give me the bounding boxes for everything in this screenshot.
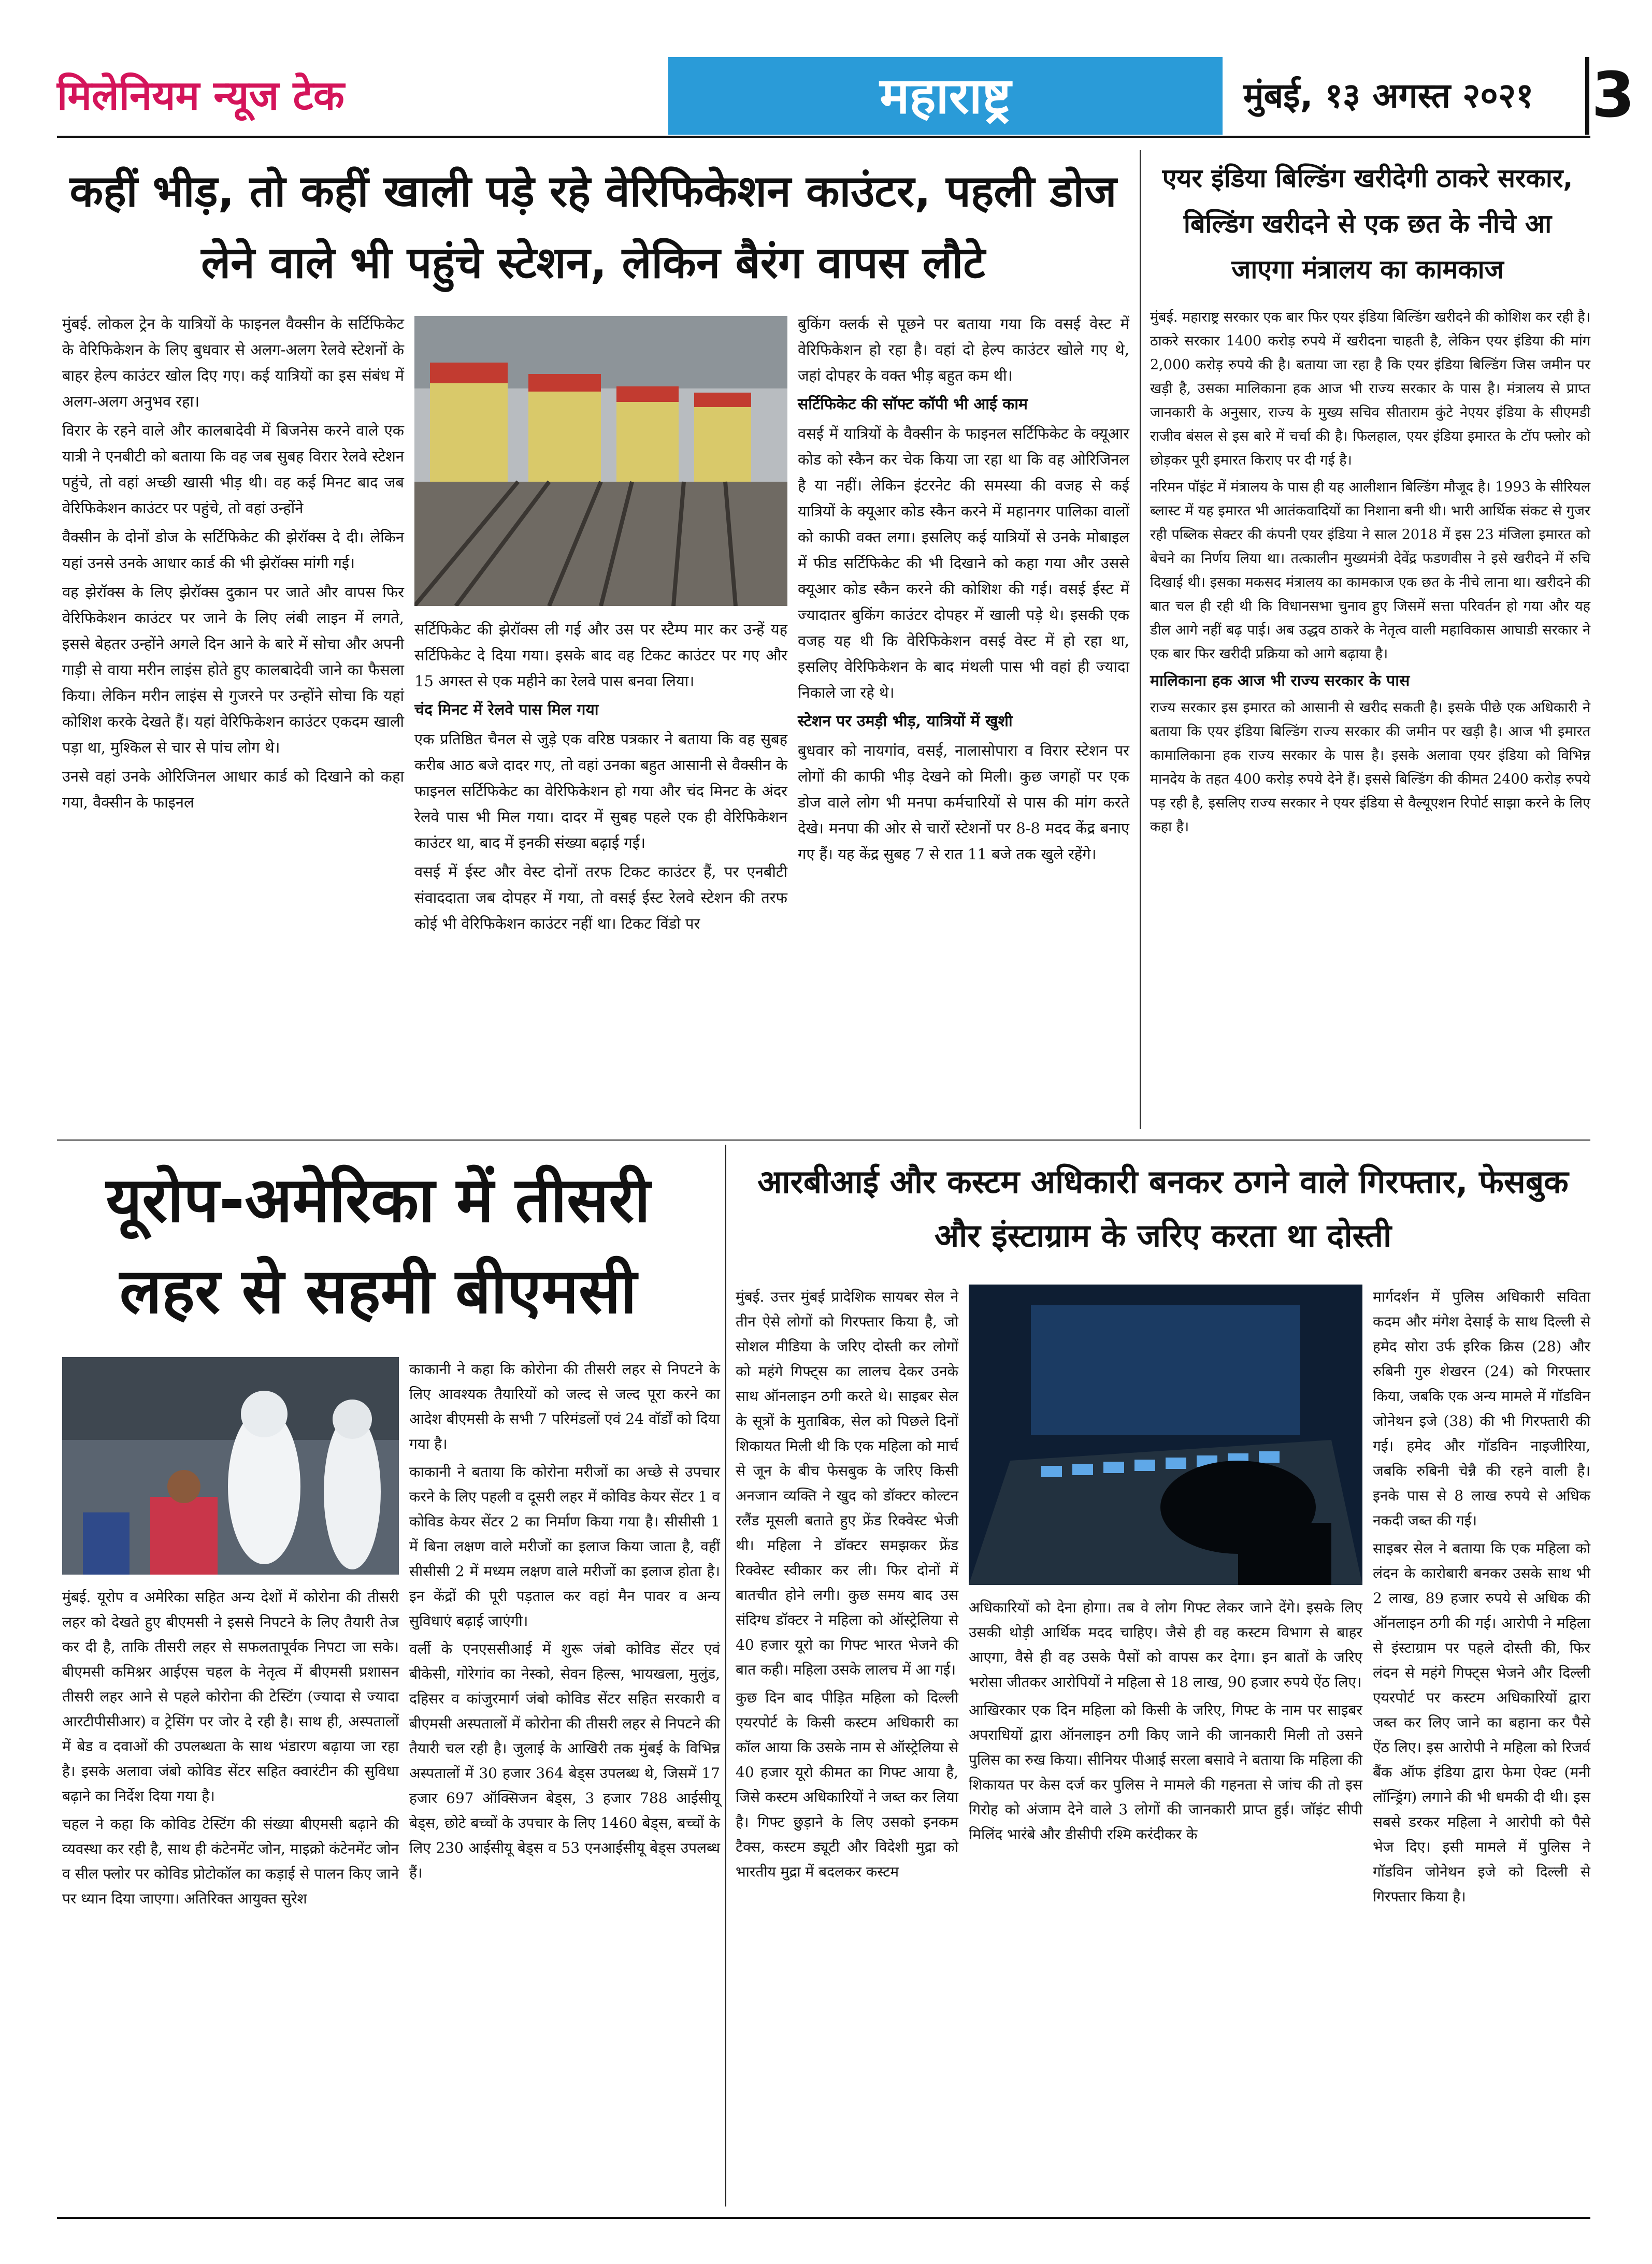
story4-col2 xyxy=(969,1595,1362,2207)
story4-c1-p1: मुंबई. उत्तर मुंबई प्रादेशिक सायबर सेल ने तीन ऐसे लोगों को गिरफ्तार किया है, जो सोशल मीडिया के जरिए दोस्ती कर लोगों को महंगे गिफ्ट्स का लालच देकर उनके साथ ऑनलाइन ठगी करते थे। साइबर सेल के सूत्रों के मुताबिक, सेल को पिछले दिनों शिकायत मिली थी कि एक महिला को मार्च से जून के बीच फेसबुक के जरिए किसी अनजान व्यक्ति ने खुद को डॉक्टर कोल्टन रलैंड मूसली बताते हुए फ्रेंड रिक्वेस्ट भेजी थी। महिला ने डॉक्टर समझकर फ्रेंड रिक्वेस्ट स्वीकार कर ली। फिर दोनों में बातचीत होने लगी। कुछ समय बाद उस संदिग्ध डॉक्टर ने महिला को ऑस्ट्रेलिया से 40 हजार यूरो का गिफ्ट भारत भेजने की बात कही। महिला उसके लालच में आ गई। xyxy=(736,1288,958,1678)
story1-c2-p1: सर्टिफिकेट की झेरॉक्स ली गई और उस पर स्टैम्प मार कर उन्हें यह सर्टिफिकेट दे दिया गया। इसके बाद वह टिकट काउंटर पर गए और 15 अगस्त से एक महीने का रेलवे पास बनवा लिया। xyxy=(414,621,787,690)
story1-col2 xyxy=(414,616,787,1124)
story3-c2-p1: काकानी ने कहा कि कोरोना की तीसरी लहर से निपटने के लिए आवश्यक तैयारियों को जल्द से जल्द पूरा करने का आदेश बीएमसी के सभी 7 परिमंडलों एवं 24 वॉर्डों को दिया गया है। xyxy=(409,1361,720,1452)
story1-col1 xyxy=(62,311,404,1124)
story1-c3-p2: वसई में यात्रियों के वैक्सीन के फाइनल सर्टिफिकेट के क्यूआर कोड को स्कैन कर चेक किया जा रहा था कि वह ओरिजिनल है या नहीं। लेकिन इंटरनेट की समस्या की वजह से कई यात्रियों के क्यूआर कोड स्कैन करने में महानगर पालिका वालों को काफी वक्त लगा। इसलिए कई यात्रियों से उनके मोबाइल में फीड सर्टिफिकेट की भी दिखाने को कहा गया और उससे क्यूआर कोड स्कैन करने की कोशिश की गई। वसई ईस्ट में ज्यादातर बुकिंग काउंटर दोपहर में खाली पड़े थे। इसकी एक वजह यह थी कि वेरिफिकेशन वसई वेस्ट में हो रहा था, इसलिए वेरिफिकेशन के बाद मंथली पास भी वहां ही ज्यादा निकाले जा रहे थे। xyxy=(798,425,1129,701)
story4-col3 xyxy=(1373,1285,1590,2207)
story1-c1-p2: विरार के रहने वाले और कालबादेवी में बिजनेस करने वाले एक यात्री ने एनबीटी को बताया कि वह जब सुबह विरार रेलवे स्टेशन पहुंचे, तो वहां अच्छी खासी भीड़ थी। वह कई मिनट बाद जब वेरिफिकेशन काउंटर पर पहुंचे, तो वहां उन्होंने xyxy=(62,422,404,517)
brand-logo: मिलेनियम न्यूज टेक xyxy=(57,73,344,119)
story4-c1-p2: कुछ दिन बाद पीड़ित महिला को दिल्ली एयरपोर्ट के किसी कस्टम अधिकारी का कॉल आया कि उसके नाम से ऑस्ट्रेलिया से 40 हजार यूरो कीमत का गिफ्ट आया है, जिसे कस्टम अधिकारियों ने जब्त कर लिया है। गिफ्ट छुड़ाने के लिए उसको इनकम टैक्स, कस्टम ड्यूटी और विदेशी मुद्रा को भारतीय मुद्रा में बदलकर कस्टम xyxy=(736,1689,958,1880)
story4-c2-p2: आखिरकार एक दिन महिला को किसी के जरिए, गिफ्ट के नाम पर साइबर अपराधियों द्वारा ऑनलाइन ठगी किए जाने की जानकारी मिली तो उसने पुलिस का रुख किया। सीनियर पीआई सरला बसावे ने बताया कि महिला की शिकायत पर केस दर्ज कर पुलिस ने मामले की गहनता से जांच की तो इस गिरोह को अंजाम देने वाले 3 लोगों की जानकारी प्राप्त हुई। जॉइंट सीपी मिलिंद भारंबे और डीसीपी रश्मि करंदीकर के xyxy=(969,1701,1362,1843)
story1-c3-p3: बुधवार को नायगांव, वसई, नालासोपारा व विरार स्टेशन पर लोगों की काफी भीड़ देखने को मिली। कुछ जगहों पर एक डोज वाले लोग भी मनपा कर्मचारियों से पास की मांग करते देखे। मनपा की ओर से चारों स्टेशनों पर 8-8 मदद केंद्र बनाए गए हैं। यह केंद्र सुबह 7 से रात 11 बजे तक खुले रहेंगे। xyxy=(798,742,1129,863)
story4-c2-p1: अधिकारियों को देना होगा। तब वे लोग गिफ्ट लेकर जाने देंगे। इसके लिए उसकी थोड़ी आर्थिक मदद चाहिए। जैसे ही वह कस्टम विभाग से बाहर आएगा, वैसे ही वह उसके पैसों को वापस कर देगा। इन बातों के जरिए भरोसा जीतकर आरोपियों ने महिला से 18 लाख, 90 हजार रुपये ऐंठ लिए। xyxy=(969,1599,1362,1691)
story2-p2: नरिमन पॉइंट में मंत्रालय के पास ही यह आलीशान बिल्डिंग मौजूद है। 1993 के सीरियल ब्लास्ट में यह इमारत भी आतंकवादियों का निशाना बनी थी। भारी आर्थिक संकट से गुजर रही पब्लिक सेक्टर की कंपनी एयर इंडिया ने साल 2018 में इस 23 मंजिला इमारत को बेचने का निर्णय लिया था। तत्कालीन मुख्यमंत्री देवेंद्र फडणवीस ने इसे खरीदने में रुचि दिखाई थी। इसका मकसद मंत्रालय का कामकाज एक छत के नीचे लाना था। खरीदने की बात चल ही रही थी कि विधानसभा चुनाव हुए जिसमें सत्ता परिवर्तन हो गया और यह डील आगे नहीं बढ़ पाई। अब उद्धव ठाकरे के नेतृत्व वाली महाविकास आघाडी सरकार ने एक बार फिर खरीदी प्रक्रिया को आगे बढ़ाया है। xyxy=(1150,479,1590,662)
story4-col1 xyxy=(736,1285,958,2207)
story3-c1-p2: चहल ने कहा कि कोविड टेस्टिंग की संख्या बीएमसी बढ़ाने की व्यवस्था कर रही है, साथ ही कंटेनमेंट जोन, माइक्रो कंटेनमेंट जोन व सील फ्लोर पर कोविड प्रोटोकॉल का कड़ाई से पालन किए जाने पर ध्यान दिया जाएगा। अतिरिक्त आयुक्त सुरेश xyxy=(62,1815,399,1907)
issue-date: मुंबई, १३ अगस्त २०२१ xyxy=(1243,76,1534,116)
story3-col2 xyxy=(409,1357,720,2201)
story2-p1: मुंबई. महाराष्ट्र सरकार एक बार फिर एयर इंडिया बिल्डिंग खरीदने की कोशिश कर रही है। ठाकरे सरकार 1400 करोड़ रुपये में खरीदना चाहती है, लेकिन एयर इंडिया की मांग 2,000 करोड़ रुपये की है। बताया जा रहा है कि एयर इंडिया बिल्डिंग जिस जमीन पर खड़ी है, उसका मालिकाना हक आज भी राज्य सरकार के पास है। मंत्रालय से प्राप्त जानकारी के अनुसार, राज्य के मुख्य सचिव सीताराम कुंटे नेएयर इंडिया के सीएमडी राजीव बंसल से इस बारे में चर्चा की है। फिलहाल, एयर इंडिया इमारत के टॉप फ्लोर को छोड़कर पूरी इमारत किराए पर दी गई है। xyxy=(1150,309,1590,468)
story2-headline: एयर इंडिया बिल्डिंग खरीदेगी ठाकरे सरकार, बिल्डिंग खरीदने से एक छत के नीचे आ जाएगा मंत्रालय का कामकाज xyxy=(1162,163,1573,284)
story1-c1-p1: मुंबई. लोकल ट्रेन के यात्रियों के फाइनल वैक्सीन के सर्टिफिकेट के वेरिफिकेशन के लिए बुधवार से अलग-अलग रेलवे स्टेशनों के बाहर हेल्प काउंटर खोल दिए गए। कई यात्रियों का इस संबंध में अलग-अलग अनुभव रहा। xyxy=(62,315,404,410)
story1-subhead1: चंद मिनट में रेलवे पास मिल गया xyxy=(414,701,599,719)
story4-c3-p2: साइबर सेल ने बताया कि एक महिला को लंदन के कारोबारी बनकर उसके साथ भी 2 लाख, 89 हजार रुपये से अधिक की ऑनलाइन ठगी की गई। आरोपी ने महिला से इंस्टाग्राम पर पहले दोस्ती की, फिर लंदन से महंगे गिफ्ट्स भेजने और दिल्ली एयरपोर्ट पर कस्टम अधिकारियों द्वारा जब्त कर लिए जाने का बहाना कर पैसे ऐंठ लिए। इस आरोपी ने महिला को रिजर्व बैंक ऑफ इंडिया द्वारा फेमा ऐक्ट (मनी लॉन्ड्रिंग) लगाने की भी धमकी दी थी। इस सबसे डरकर महिला ने आरोपी को पैसे भेज दिए। इसी मामले में पुलिस ने गॉडविन जोनेथन इजे को दिल्ली से गिरफ्तार किया है। xyxy=(1373,1540,1590,1905)
page-number: 3 xyxy=(1585,57,1637,135)
story1-c1-p5: उनसे वहां उनके ओरिजिनल आधार कार्ड को दिखाने को कहा गया, वैक्सीन के फाइनल xyxy=(62,768,404,811)
cybercrime-photo xyxy=(969,1285,1362,1585)
story1-subhead2: सर्टिफिकेट की सॉफ्ट कॉपी भी आई काम xyxy=(798,395,1028,413)
story3-c2-p3: वर्ली के एनएससीआई में शुरू जंबो कोविड सेंटर एवं बीकेसी, गोरेगांव का नेस्को, सेवन हिल्स, भायखला, मुलुंड, दहिसर व कांजुरमार्ग जंबो कोविड सेंटर सहित सरकारी व बीएमसी अस्पतालों में कोरोना की तीसरी लहर से निपटने की तैयारी चल रही है। जुलाई के आखिरी तक मुंबई के विभिन्न अस्पतालों में 30 हजार 364 बेड्स उपलब्ध थे, जिसमें 17 हजार 697 ऑक्सिजन बेड्स, 3 हजार 788 आईसीयू बेड्स, छोटे बच्चों के उपचार के लिए 1460 बेड्स, बच्चों के लिए 230 आईसीयू बेड्स व 53 एनआईसीयू बेड्स उपलब्ध हैं। xyxy=(409,1640,720,1881)
story3-headline: यूरोप-अमेरिका में तीसरी लहर से सहमी बीएमसी xyxy=(106,1164,651,1328)
story1-c2-p3: वसई में ईस्ट और वेस्ट दोनों तरफ टिकट काउंटर हैं, पर एनबीटी संवाददाता जब दोपहर में गया, तो वसई ईस्ट रेलवे स्टेशन की तरफ कोई भी वेरिफिकेशन काउंटर नहीं था। टिकट विंडो पर xyxy=(414,863,787,932)
masthead xyxy=(57,57,1635,135)
story1-headline: कहीं भीड़, तो कहीं खाली पड़े रहे वेरिफिकेशन काउंटर, पहली डोज लेने वाले भी पहुंचे स्टेशन, लेकिन बैरंग वापस लौटे xyxy=(69,166,1117,288)
story3-c2-p2: काकानी ने बताया कि कोरोना मरीजों का अच्छे से उपचार करने के लिए पहली व दूसरी लहर में कोविड केयर सेंटर 1 व कोविड केयर सेंटर 2 का निर्माण किया गया है। सीसीसी 1 में बिना लक्षण वाले मरीजों का इलाज किया जाता है, वहीं सीसीसी 2 में मध्यम लक्षण वाले मरीजों का इलाज होता है। इन केंद्रों की पूरी पड़ताल कर वहां मैन पावर व अन्य सुविधाएं बढ़ाई जाएंगी। xyxy=(409,1463,720,1629)
story2-subhead: मालिकाना हक आज भी राज्य सरकार के पास xyxy=(1150,672,1410,690)
story1-col3 xyxy=(798,311,1129,1124)
section-title: महाराष्ट्र xyxy=(668,57,1223,135)
story1-c1-p4: वह झेरॉक्स के लिए झेरॉक्स दुकान पर जाते और वापस फिर वेरिफिकेशन काउंटर पर जाने के लिए लंबी लाइन में लगते, इससे बेहतर उन्होंने अगले दिन आने के बारे में सोचा और अपनी गाड़ी से वाया मरीन लाइंस होते हुए कालबादेवी जाने का फैसला किया। लेकिन मरीन लाइंस से गुजरने पर उन्होंने सोचा कि यहां कोशिश करके देखते हैं। यहां वेरिफिकेशन काउंटर एकदम खाली पड़ा था, मुश्किल से चार से पांच लोग थे। xyxy=(62,583,404,756)
story2-p3: राज्य सरकार इस इमारत को आसानी से खरीद सकती है। इसके पीछे एक अधिकारी ने बताया कि एयर इंडिया बिल्डिंग राज्य सरकार की जमीन पर खड़ी है। आज भी इमारत कामालिकाना हक राज्य सरकार के पास है। इसके अलावा एयर इंडिया को विभिन्न मानदेय के तहत 400 करोड़ रुपये देने हैं। इससे बिल्डिंग की कीमत 2400 करोड़ रुपये पड़ रही है, इसलिए राज्य सरकार ने एयर इंडिया से वैल्यूएशन रिपोर्ट साझा करने के लिए कहा है। xyxy=(1150,700,1590,835)
story4-c3-p1: मार्गदर्शन में पुलिस अधिकारी सविता कदम और मंगेश देसाई के साथ दिल्ली से हमेद सोरा उर्फ इरिक क्रिस (28) और रुबिनी गुरु शेखरन (24) को गिरफ्तार किया, जबकि एक अन्य मामले में गॉडविन जोनेथन इजे (38) की भी गिरफ्तारी की गई। हमेद और गॉडविन नाइजीरिया, जबकि रुबिनी चेन्नै की रहने वाली है। इनके पास से 8 लाख रुपये से अधिक नकदी जब्त की गई। xyxy=(1373,1288,1590,1529)
divider-h1 xyxy=(57,1140,1590,1141)
story1-c1-p3: वैक्सीन के दोनों डोज के सर्टिफिकेट की झेरॉक्स दे दी। लेकिन यहां उनसे उनके आधार कार्ड की भी झेरॉक्स मांगी गई। xyxy=(62,528,404,572)
footer-rule xyxy=(57,2217,1590,2219)
story2-body xyxy=(1150,306,1590,1129)
masthead-rule xyxy=(57,136,1590,138)
divider-v2 xyxy=(725,1145,726,2207)
story1-subhead3: स्टेशन पर उमड़ी भीड़, यात्रियों में खुशी xyxy=(798,712,1013,730)
story3-col1 xyxy=(62,1585,399,2201)
covid-test-photo xyxy=(62,1357,399,1575)
story3-c1-p1: मुंबई. यूरोप व अमेरिका सहित अन्य देशों में कोरोना की तीसरी लहर को देखते हुए बीएमसी ने इससे निपटने के लिए तैयारी तेज कर दी है, ताकि तीसरी लहर से सफलतापूर्वक निपटा जा सके। बीएमसी कमिश्नर आईएस चहल के नेतृत्व में बीएमसी प्रशासन तीसरी लहर आने से पहले कोरोना की टेस्टिंग (ज्यादा से ज्यादा आरटीपीसीआर) व ट्रेसिंग पर जोर दे रही है। साथ ही, अस्पतालों में बेड व दवाओं की उपलब्धता के साथ भंडारण बढ़ाया जा रहा है। इसके अलावा जंबो कोविड सेंटर सहित क्वारंटीन की सुविधा बढ़ाने का निर्देश दिया गया है। xyxy=(62,1589,399,1805)
story4-headline: आरबीआई और कस्टम अधिकारी बनकर ठगने वाले गिरफ्तार, फेसबुक और इंस्टाग्राम के जरिए करता था दोस्ती xyxy=(757,1163,1569,1254)
divider-v1 xyxy=(1140,150,1141,1129)
story1-c3-p1: बुकिंग क्लर्क से पूछने पर बताया गया कि वसई वेस्ट में वेरिफिकेशन हो रहा है। वहां दो हेल्प काउंटर खोले गए थे, जहां दोपहर के वक्त भीड़ बहुत कम थी। xyxy=(798,315,1129,384)
train-photo xyxy=(414,316,787,606)
story1-c2-p2: एक प्रतिष्ठित चैनल से जुड़े एक वरिष्ठ पत्रकार ने बताया कि वह सुबह करीब आठ बजे दादर गए, तो वहां उनका बहुत आसानी से वैक्सीन के फाइनल सर्टिफिकेट का वेरिफिकेशन हो गया और चंद मिनट के अंदर रेलवे पास भी मिल गया। दादर में सुबह पहले एक ही वेरिफिकेशन काउंटर था, बाद में इनकी संख्या बढ़ाई गई। xyxy=(414,730,787,852)
